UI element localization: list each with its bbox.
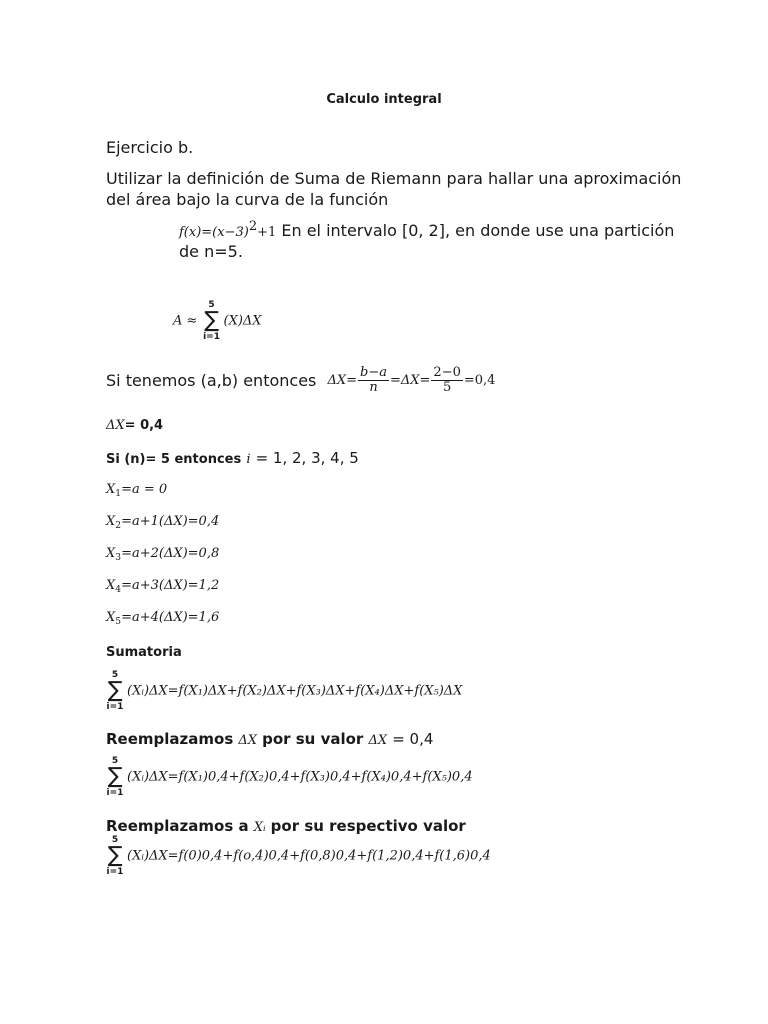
sum2-lower: i=1 — [106, 788, 124, 798]
delta-x-result — [106, 414, 163, 433]
function-exponent: 2 — [248, 219, 258, 234]
sigma-symbol-2: 5 ∑ i=1 — [106, 756, 124, 798]
delta-x-definition — [106, 366, 495, 395]
x5-sub: 5 — [115, 617, 122, 627]
reemplazamos-xi-line — [106, 816, 466, 835]
delta-x-symbol: ΔX — [106, 418, 125, 433]
interval-text: En el intervalo [0, 2], en donde use una partición — [276, 221, 675, 240]
riemann-body: (X)ΔX — [223, 313, 262, 329]
x4-definition: $X_4=a+3(\Delta X)=1,2$ — [106, 578, 220, 595]
x3-definition: $X_3=a+2(\Delta X)=0,8$ — [106, 546, 220, 563]
reemplazamos1-text-a: Reemplazamos — [106, 730, 234, 748]
sum-expansion-1 — [106, 670, 462, 712]
frac2-num: 2−0 — [433, 365, 461, 380]
sigma-symbol-3: 5 ∑ i=1 — [106, 835, 124, 877]
sigma-symbol-1: 5 ∑ i=1 — [106, 670, 124, 712]
sum3-lower: i=1 — [106, 867, 124, 877]
function-tail: +1 — [257, 225, 277, 240]
i-values: = 1, 2, 3, 4, 5 — [255, 449, 359, 467]
sigma-symbol: 5 ∑ i=1 — [203, 300, 220, 342]
riemann-lhs: A ≈ — [173, 313, 198, 329]
x5-definition: $X_5=a+4(\Delta X)=1,6$ — [106, 610, 220, 627]
reemplazamos1-symbol: ΔX — [238, 733, 257, 748]
delta-x-value: = 0,4 — [124, 418, 164, 433]
reemplazamos2-text-a: Reemplazamos a — [106, 817, 249, 835]
fraction-b-a-over-n — [358, 366, 389, 395]
sum-expansion-2 — [106, 756, 473, 798]
x2-rhs: =a+1(ΔX)=0,4 — [121, 514, 220, 529]
sum3-upper: 5 — [111, 835, 119, 845]
instruction-line-1: Utilizar la definición de Suma de Riemann para hallar una aproximación — [106, 169, 682, 188]
x4-rhs: =a+3(ΔX)=1,2 — [121, 578, 220, 593]
sum-lower-limit: i=1 — [203, 332, 220, 342]
delta-x-eq1: ΔX= — [327, 373, 358, 388]
document-title: Calculo integral — [326, 92, 442, 107]
x1-sub: 1 — [115, 489, 122, 499]
sum-expansion-3 — [106, 835, 491, 877]
x2-definition: $X_2=a+1(\Delta X)=0,4$ — [106, 514, 220, 531]
sum2-expression: (Xᵢ)ΔX=f(X₁)0,4+f(X₂)0,4+f(X₃)0,4+f(X₄)0,4+f(X₅)0,4 — [127, 769, 473, 785]
reemplazamos2-text-b: por su respectivo valor — [270, 817, 466, 835]
frac1-num: b−a — [360, 365, 387, 380]
fraction-2-0-over-5 — [431, 366, 462, 395]
reemplazamos1-value: = 0,4 — [392, 730, 434, 748]
x4-sub: 4 — [115, 585, 122, 595]
si-tenemos-text: Si tenemos (a,b) entonces — [106, 371, 317, 390]
delta-x-eq3: =0,4 — [463, 373, 496, 388]
x5-rhs: =a+4(ΔX)=1,6 — [121, 610, 220, 625]
si-n-text: Si (n)= 5 entonces — [106, 452, 242, 467]
reemplazamos-delta-line — [106, 729, 433, 748]
sum1-upper: 5 — [111, 670, 119, 680]
i-symbol: i — [246, 452, 251, 467]
x1-definition: $X_1=a = 0$ — [106, 482, 168, 499]
x3-sub: 3 — [115, 553, 122, 563]
x1-rhs: =a = 0 — [121, 482, 168, 497]
frac1-den: n — [369, 380, 378, 395]
sum1-expression: (Xᵢ)ΔX=f(X₁)ΔX+f(X₂)ΔX+f(X₃)ΔX+f(X₄)ΔX+f(X₅)ΔX — [127, 683, 463, 699]
function-definition — [179, 220, 674, 243]
reemplazamos1-symbol2: ΔX — [368, 733, 388, 748]
sumatoria-label: Sumatoria — [106, 645, 182, 660]
x3-rhs: =a+2(ΔX)=0,8 — [121, 546, 220, 561]
exercise-heading: Ejercicio b. — [106, 138, 194, 157]
sum3-expression: (Xᵢ)ΔX=f(0)0,4+f(o,4)0,4+f(0,8)0,4+f(1,2)0,4+f(1,6)0,4 — [127, 848, 491, 864]
reemplazamos2-symbol: Xᵢ — [253, 820, 266, 835]
partition-text: de n=5. — [179, 242, 243, 261]
reemplazamos1-text-b: por su valor — [262, 730, 364, 748]
instruction-line-2: del área bajo la curva de la función — [106, 190, 389, 209]
frac2-den: 5 — [443, 380, 452, 395]
function-formula: f(x)=(x−3) — [179, 225, 249, 240]
sum2-upper: 5 — [111, 756, 119, 766]
i-values-line — [106, 448, 359, 467]
riemann-formula — [173, 300, 262, 342]
x2-sub: 2 — [115, 521, 122, 531]
sum1-lower: i=1 — [106, 702, 124, 712]
delta-x-eq2: =ΔX= — [389, 373, 431, 388]
sum-upper-limit: 5 — [208, 300, 215, 310]
